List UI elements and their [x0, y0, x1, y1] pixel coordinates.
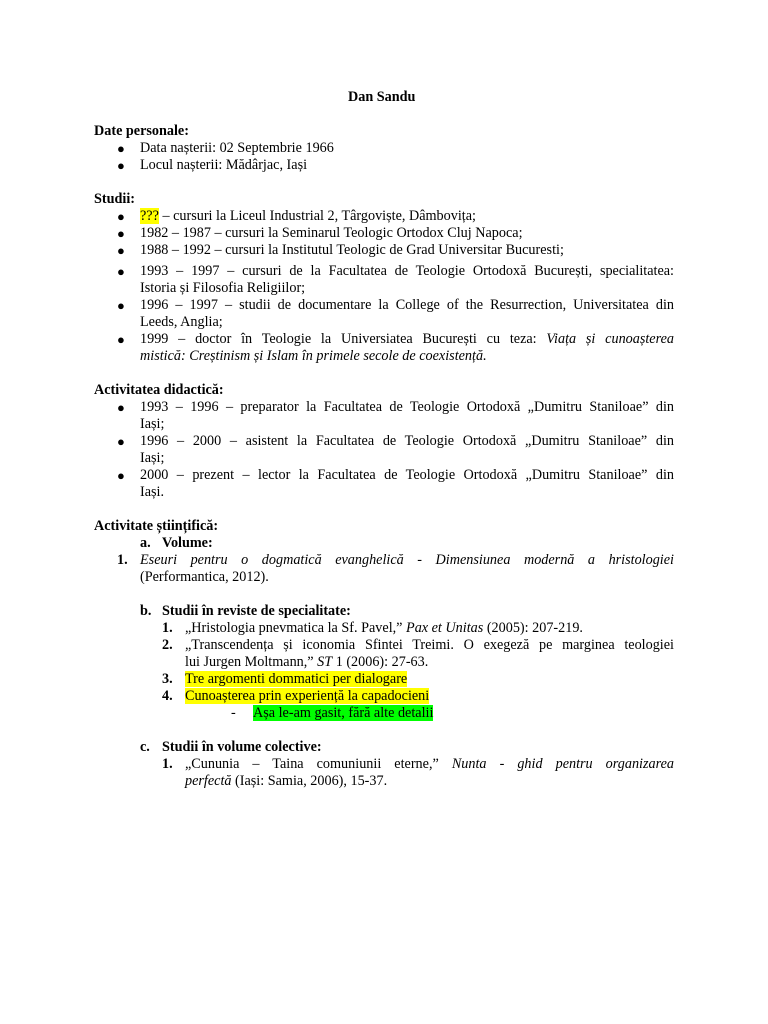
list-item-line: „Cununia – Taina comuniunii eterne,” Nunta - ghid pentru organizarea — [185, 756, 674, 772]
sub-label: b. — [140, 603, 152, 619]
list-subitem — [253, 705, 433, 722]
list-item: Data nașterii: 02 Septembrie 1966 — [140, 140, 334, 156]
highlighted-text: Așa le-am gasit, fără alte detalii — [253, 705, 434, 721]
subsection-title: Volume: — [162, 535, 213, 551]
list-item-line: (Performantica, 2012). — [140, 569, 269, 585]
list-item-line: 1993 – 1996 – preparator la Facultatea de Teologie Ortodoxă „Dumitru Staniloae” din — [140, 399, 674, 415]
bullet: ● — [117, 468, 125, 483]
subsection-title: Studii în volume colective: — [162, 739, 322, 755]
list-item: Locul nașterii: Mădârjac, Iași — [140, 157, 308, 173]
list-item-line: 1999 – doctor în Teologie la Universiatea București cu teza: Viața și cunoașterea — [140, 331, 674, 347]
list-item — [185, 688, 429, 705]
bullet: ● — [117, 209, 125, 224]
item-number: 1. — [162, 620, 173, 636]
list-item-line: Istoria și Filosofia Religiilor; — [140, 280, 306, 296]
bullet: ● — [117, 332, 125, 347]
item-number: 1. — [117, 552, 128, 568]
section-heading-personal: Date personale: — [94, 123, 189, 139]
list-item-line: Iași; — [140, 416, 165, 432]
bullet: ● — [117, 298, 125, 313]
subsection-title: Studii în reviste de specialitate: — [162, 603, 351, 619]
item-number: 4. — [162, 688, 173, 704]
bullet: ● — [117, 400, 125, 415]
list-item-line: Eseuri pentru o dogmatică evanghelică - Dimensiunea modernă a hristologiei — [140, 552, 674, 568]
item-number: 3. — [162, 671, 173, 687]
bullet: ● — [117, 264, 125, 279]
section-heading-didactic: Activitatea didactică: — [94, 382, 224, 398]
list-item-line: mistică: Creștinism și Islam în primele secole de coexistență. — [140, 348, 487, 364]
list-item-line: 2000 – prezent – lector la Facultatea de Teologie Ortodoxă „Dumitru Staniloae” din — [140, 467, 674, 483]
list-item-line: lui Jurgen Moltmann,” ST 1 (2006): 27-63. — [185, 654, 429, 670]
bullet: ● — [117, 434, 125, 449]
bullet: ● — [117, 141, 125, 156]
bullet: ● — [117, 226, 125, 241]
dash-marker: - — [231, 705, 236, 721]
document-title: Dan Sandu — [348, 89, 416, 105]
bullet: ● — [117, 158, 125, 173]
item-number: 2. — [162, 637, 173, 653]
sub-label: c. — [140, 739, 150, 755]
list-item: 1982 – 1987 – cursuri la Seminarul Teologic Ortodox Cluj Napoca; — [140, 225, 523, 241]
list-item-line: Iași. — [140, 484, 165, 500]
list-item-line: „Transcendența și iconomia Sfintei Treimi. O exegeză pe marginea teologiei — [185, 637, 674, 653]
list-item-line: 1993 – 1997 – cursuri de la Facultatea de Teologie Ortodoxă București, specialitatea: — [140, 263, 674, 279]
list-item-line: 1996 – 2000 – asistent la Facultatea de Teologie Ortodoxă „Dumitru Staniloae” din — [140, 433, 674, 449]
list-item-line: perfectă (Iași: Samia, 2006), 15-37. — [185, 773, 388, 789]
highlighted-text: ??? — [140, 208, 159, 224]
highlighted-text: Tre argomenti dommatici per dialogare — [185, 671, 408, 687]
item-number: 1. — [162, 756, 173, 772]
list-item — [185, 671, 407, 688]
sub-label: a. — [140, 535, 151, 551]
list-item-line: Leeds, Anglia; — [140, 314, 223, 330]
section-heading-studies: Studii: — [94, 191, 136, 207]
list-item: „Hristologia pnevmatica la Sf. Pavel,” Pax et Unitas (2005): 207-219. — [185, 620, 583, 636]
list-item-line: Iași; — [140, 450, 165, 466]
section-heading-scientific: Activitate științifică: — [94, 518, 219, 534]
bullet: ● — [117, 243, 125, 258]
list-item-line: 1996 – 1997 – studii de documentare la College of the Resurrection, Universitatea din — [140, 297, 674, 313]
list-item: 1988 – 1992 – cursuri la Institutul Teologic de Grad Universitar Bucuresti; — [140, 242, 564, 258]
list-item: ??? – cursuri la Liceul Industrial 2, Târgoviște, Dâmbovița; — [140, 208, 476, 224]
highlighted-text: Cunoașterea prin experiență la capadocieni — [185, 688, 430, 704]
